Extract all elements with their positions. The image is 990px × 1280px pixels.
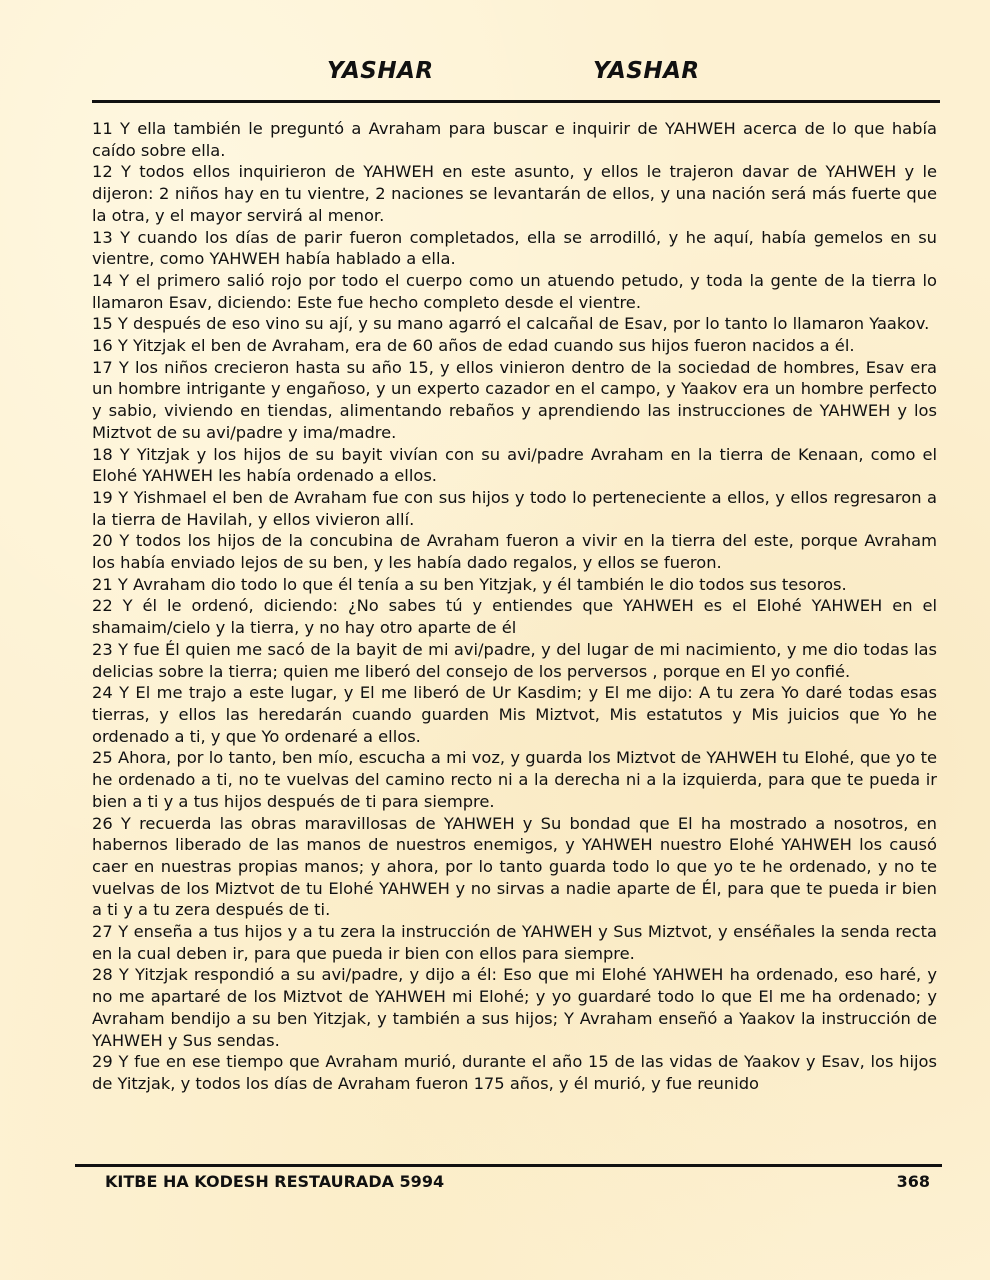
page-number: 368 (896, 1172, 930, 1191)
verse-20: 20 Y todos los hijos de la concubina de Avraham fueron a vivir en la tierra del este, porque Avraham los había enviado lejos de su ben, y les había dado regalos, y ellos se fueron. (92, 531, 937, 573)
verse-14: 14 Y el primero salió rojo por todo el cuerpo como un atuendo petudo, y toda la gente de la tierra lo llamaron Esav, diciendo: Este fue hecho completo desde el vientre. (92, 270, 937, 312)
verse-11: 11 Y ella también le preguntó a Avraham para buscar e inquirir de YAHWEH acerca de lo que había caído sobre ella. (92, 119, 937, 160)
page-footer (105, 1172, 930, 1194)
verse-25: 25 Ahora, por lo tanto, ben mío, escucha a mi voz, y guarda los Miztvot de YAHWEH tu Elohé, que yo te he ordenado a ti, no te vuelvas del camino recto ni a la derecha ni a la izquierda, para que te pueda ir bien a ti y a tus hijos después de ti para siempre. (92, 748, 937, 811)
verse-19: 19 Y Yishmael el ben de Avraham fue con sus hijos y todo lo perteneciente a ellos, y ellos regresaron a la tierra de Havilah, y ellos vivieron allí. (92, 487, 937, 529)
verse-12: 12 Y todos ellos inquirieron de YAHWEH en este asunto, y ellos le trajeron davar de YAHWEH y le dijeron: 2 niños hay en tu vientre, 2 naciones se levantarán de ellos, y una nación será más fuerte que la otra, y el mayor servirá al menor. (92, 162, 937, 225)
page-header (0, 58, 990, 90)
verse-29: 29 Y fue en ese tiempo que Avraham murió, durante el año 15 de las vidas de Yaakov y Esav, los hijos de Yitzjak, y todos los días de Avraham fueron 175 años, y él murió, y fue reunido (92, 1052, 937, 1093)
header-title-left: YASHAR (327, 58, 434, 84)
verse-13: 13 Y cuando los días de parir fueron completados, ella se arrodilló, y he aquí, había gemelos en su vientre, como YAHWEH había hablado a ella. (92, 227, 937, 269)
footer-book-title: KITBE HA KODESH RESTAURADA 5994 (105, 1172, 445, 1191)
footer-divider (75, 1164, 942, 1167)
page-body (92, 118, 937, 1148)
verse-22: 22 Y él le ordenó, diciendo: ¿No sabes tú y entiendes que YAHWEH es el Elohé YAHWEH en el shamaim/cielo y la tierra, y no hay otro aparte de él (92, 596, 937, 638)
verse-16: 16 Y Yitzjak el ben de Avraham, era de 60 años de edad cuando sus hijos fueron nacidos a él. (92, 336, 855, 356)
verse-28: 28 Y Yitzjak respondió a su avi/padre, y dijo a él: Eso que mi Elohé YAHWEH ha ordenado, eso haré, y no me apartaré de los Miztvot de YAHWEH mi Elohé; y yo guardaré todo lo que El me ha ordenado; y Avraham bendijo a su ben Yitzjak, y también a sus hijos; Y Avraham enseñó a Yaakov la instrucción de YAHWEH y Sus sendas. (92, 965, 937, 1050)
verse-21: 21 Y Avraham dio todo lo que él tenía a su ben Yitzjak, y él también le dio todos sus tesoros. (92, 574, 847, 594)
header-title-right: YASHAR (593, 58, 700, 84)
header-divider (92, 100, 940, 103)
verse-23: 23 Y fue Él quien me sacó de la bayit de mi avi/padre, y del lugar de mi nacimiento, y me dio todas las delicias sobre la tierra; quien me liberó del consejo de los perversos , porque en El yo confié. (92, 639, 937, 681)
verse-18: 18 Y Yitzjak y los hijos de su bayit vivían con su avi/padre Avraham en la tierra de Kenaan, como el Elohé YAHWEH les había ordenado a ellos. (92, 444, 937, 486)
verse-17: 17 Y los niños crecieron hasta su año 15, y ellos vinieron dentro de la sociedad de hombres, Esav era un hombre intrigante y engañoso, y un experto cazador en el campo, y Yaakov era un hombre perfecto y sabio, viviendo en tiendas, alimentando rebaños y aprendiendo las instrucciones de YAHWEH y los Miztvot de su avi/padre y ima/madre. (92, 357, 937, 442)
verse-24: 24 Y El me trajo a este lugar, y El me liberó de Ur Kasdim; y El me dijo: A tu zera Yo daré todas esas tierras, y ellos las heredarán cuando guarden Mis Miztvot, Mis estatutos y Mis juicios que Yo he ordenado a ti, y que Yo ordenaré a ellos. (92, 683, 937, 746)
verse-26: 26 Y recuerda las obras maravillosas de YAHWEH y Su bondad que El ha mostrado a nosotros, en habernos liberado de las manos de nuestros enemigos, y YAHWEH nuestro Elohé YAHWEH los causó caer en nuestras propias manos; y ahora, por lo tanto guarda todo lo que yo te he ordenado, y no te vuelvas de los Miztvot de tu Elohé YAHWEH y no sirvas a nadie aparte de Él, para que te pueda ir bien a ti y a tu zera después de ti. (92, 813, 937, 920)
verse-15: 15 Y después de eso vino su ají, y su mano agarró el calcañal de Esav, por lo tanto lo llamaron Yaakov. (92, 314, 930, 334)
verse-27: 27 Y enseña a tus hijos y a tu zera la instrucción de YAHWEH y Sus Miztvot, y enséñales la senda recta en la cual deben ir, para que pueda ir bien con ellos para siempre. (92, 922, 937, 963)
